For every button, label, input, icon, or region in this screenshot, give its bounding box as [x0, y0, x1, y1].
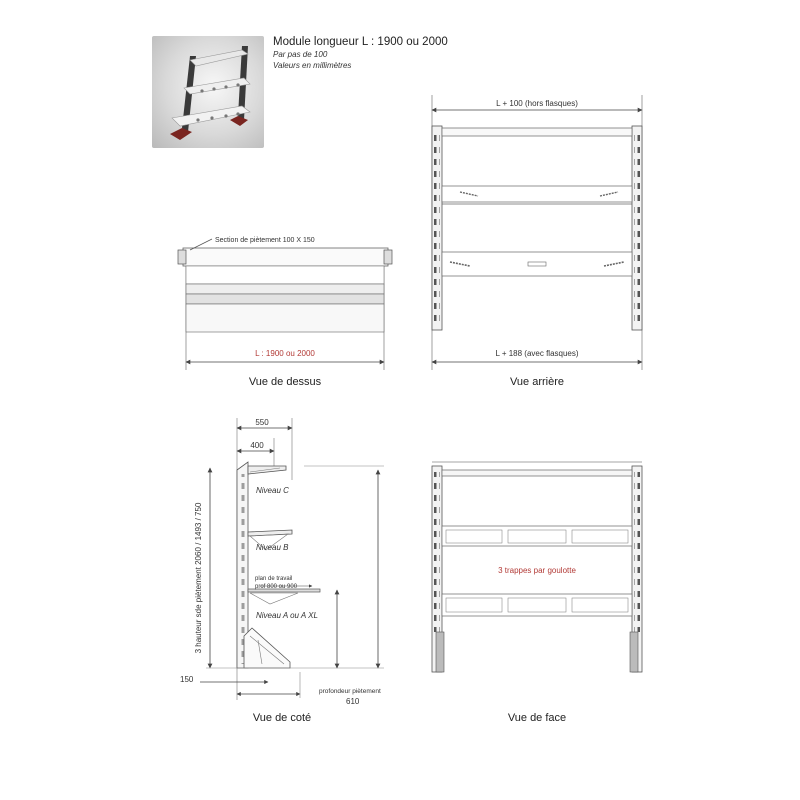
plan-label-line1: plan de travail [255, 576, 293, 582]
trapdoor-label: 3 trappes par goulotte [498, 566, 576, 575]
level-c-label: Niveau C [256, 486, 289, 495]
caption-rear-view: Vue arrière [509, 376, 564, 388]
header-subtitle-step: Par pas de 100 [273, 50, 328, 59]
front-view [432, 462, 642, 672]
height-label: 3 hauteur sde piètement 2060 / 1493 / 750 [194, 502, 203, 654]
rear-view [432, 95, 642, 370]
header-title: Module longueur L : 1900 ou 2000 [273, 36, 448, 48]
side-view [180, 418, 384, 706]
rear-bottom-dim: L + 188 (avec flasques) [495, 349, 579, 358]
header-subtitle-units: Valeurs en millimètres [273, 61, 352, 70]
caption-front-view: Vue de face [507, 712, 567, 724]
dim-150: 150 [180, 675, 194, 684]
plan-label-line2: prof 800 ou 900 [255, 584, 298, 590]
length-label: L : 1900 ou 2000 [255, 349, 315, 358]
dim-550: 550 [255, 418, 269, 427]
depth-label: profondeur piètement [319, 688, 381, 695]
top-view [178, 237, 392, 370]
level-a-label: Niveau A ou A XL [256, 611, 318, 620]
caption-side-view: Vue de coté [252, 712, 312, 724]
dim-400: 400 [250, 441, 264, 450]
section-label: Section de piètement 100 X 150 [215, 237, 315, 244]
rear-top-dim: L + 100 (hors flasques) [496, 99, 578, 108]
level-b-label: Niveau B [256, 543, 289, 552]
caption-top-view: Vue de dessus [248, 376, 322, 388]
depth-value: 610 [346, 697, 360, 706]
